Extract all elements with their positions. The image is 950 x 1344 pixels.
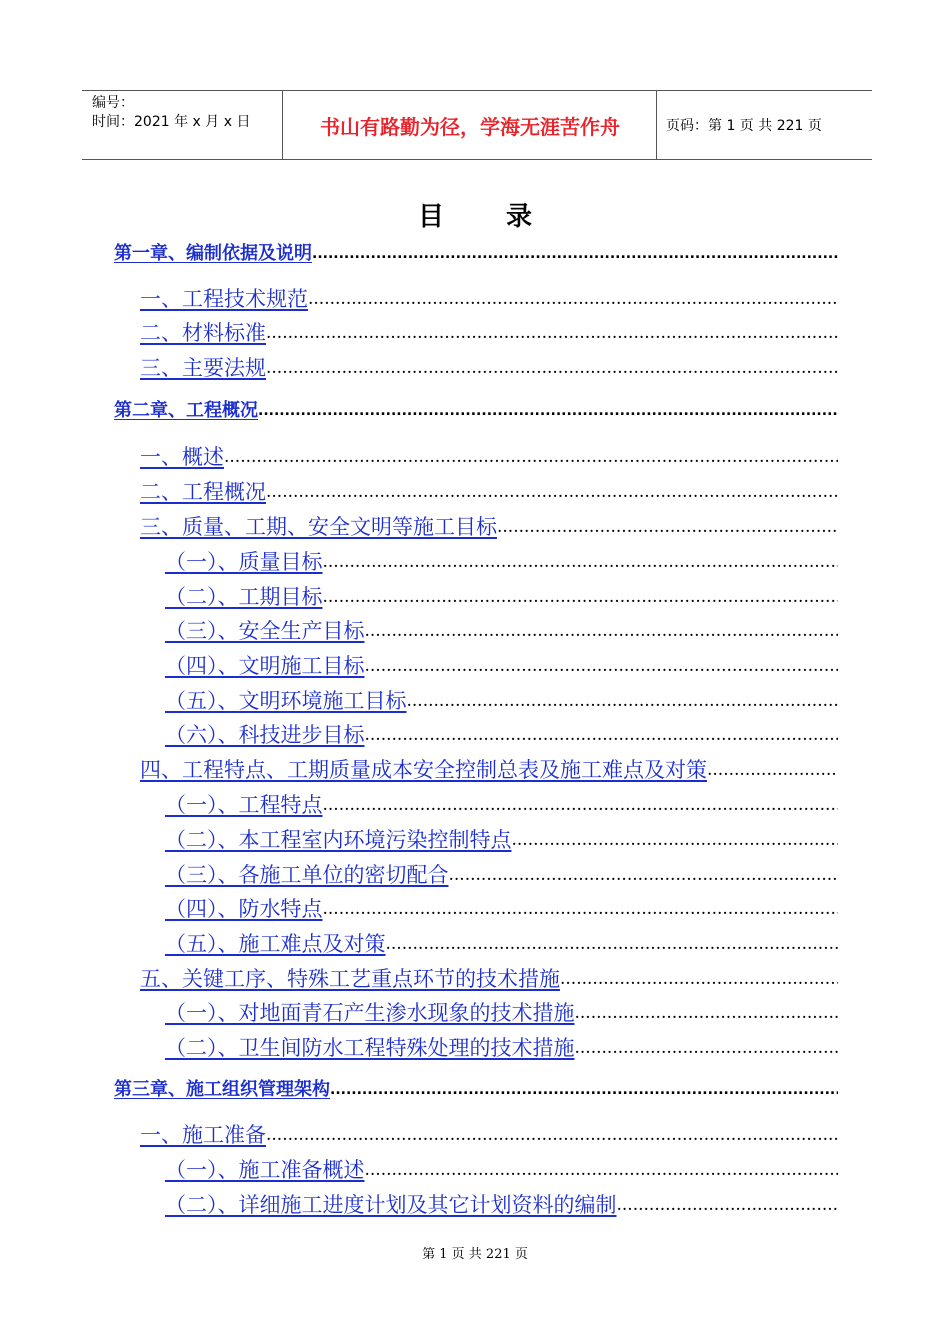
toc-link[interactable]: 四、工程特点、工期质量成本安全控制总表及施工难点及对策 (140, 758, 707, 782)
header-info-cell (82, 91, 282, 159)
toc-leader-dots (512, 825, 839, 855)
toc-leader-dots (266, 353, 838, 383)
toc-link[interactable]: 二、材料标准 (140, 321, 266, 345)
header-divider (656, 91, 657, 159)
header-motto: 书山有路勤为径，学海无涯苦作舟 (320, 114, 620, 139)
page-footer: 第 1 页 共 221 页 (422, 1247, 528, 1262)
toc-entry[interactable] (140, 353, 838, 383)
toc-title: 目录 (417, 202, 594, 232)
header-divider (282, 91, 283, 159)
toc-entry[interactable] (165, 651, 838, 681)
toc-link[interactable]: 第二章、工程概况 (114, 400, 258, 421)
toc-leader-dots (258, 398, 838, 424)
toc-leader-dots (323, 547, 839, 577)
toc-entry[interactable] (165, 616, 838, 646)
toc-link[interactable]: 三、主要法规 (140, 356, 266, 380)
header-table (82, 90, 872, 160)
toc-leader-dots (330, 1077, 838, 1103)
toc-link[interactable]: （一）、对地面青石产生渗水现象的技术措施 (165, 1001, 575, 1025)
toc-leader-dots (323, 582, 839, 612)
toc-link[interactable]: （六）、科技进步目标 (165, 723, 365, 747)
toc-entry[interactable] (140, 318, 838, 348)
toc-entry[interactable] (140, 964, 838, 994)
toc-leader-dots (560, 964, 838, 994)
toc-entry[interactable] (165, 825, 838, 855)
toc-link[interactable]: 一、概述 (140, 445, 224, 469)
toc-link[interactable]: （二）、工期目标 (165, 585, 323, 609)
toc-link[interactable]: （三）、各施工单位的密切配合 (165, 863, 449, 887)
toc-link[interactable]: （二）、详细施工进度计划及其它计划资料的编制 (165, 1193, 617, 1217)
toc-leader-dots (449, 860, 839, 890)
toc-leader-dots (497, 512, 838, 542)
toc-link[interactable]: 第三章、施工组织管理架构 (114, 1079, 330, 1100)
toc-leader-dots (707, 755, 838, 785)
toc-link[interactable]: 五、关键工序、特殊工艺重点环节的技术措施 (140, 967, 560, 991)
toc-entry[interactable] (114, 398, 838, 424)
toc-link[interactable]: 第一章、编制依据及说明 (114, 243, 312, 264)
toc-entry[interactable] (140, 442, 838, 472)
toc-leader-dots (224, 442, 838, 472)
toc-link[interactable]: （二）、本工程室内环境污染控制特点 (165, 828, 512, 852)
toc-leader-dots (365, 1155, 839, 1185)
toc-link[interactable]: （三）、安全生产目标 (165, 619, 365, 643)
toc-entry[interactable] (165, 686, 838, 716)
toc-link[interactable]: （一）、工程特点 (165, 793, 323, 817)
toc-entry[interactable] (114, 241, 838, 267)
toc-leader-dots (266, 1120, 838, 1150)
toc-leader-dots (575, 998, 839, 1028)
toc-leader-dots (365, 720, 839, 750)
toc-link[interactable]: 三、质量、工期、安全文明等施工目标 (140, 515, 497, 539)
toc-entry[interactable] (165, 547, 838, 577)
toc-link[interactable]: （四）、文明施工目标 (165, 654, 365, 678)
toc-entry[interactable] (165, 790, 838, 820)
toc-leader-dots (323, 790, 839, 820)
toc-entry[interactable] (165, 860, 838, 890)
toc-link[interactable]: 一、工程技术规范 (140, 287, 308, 311)
toc-leader-dots (617, 1190, 839, 1220)
toc-leader-dots (407, 686, 839, 716)
toc-entry[interactable] (140, 284, 838, 314)
toc-leader-dots (575, 1033, 839, 1063)
toc-entry[interactable] (140, 477, 838, 507)
toc-entry[interactable] (165, 1190, 838, 1220)
toc-entry[interactable] (165, 582, 838, 612)
toc-entry[interactable] (140, 512, 838, 542)
toc-entry[interactable] (165, 720, 838, 750)
date-label: 时间：2021 年 x 月 x 日 (92, 114, 251, 130)
toc-leader-dots (365, 616, 839, 646)
toc-entry[interactable] (140, 1120, 838, 1150)
toc-entry[interactable] (140, 755, 838, 785)
header-page-info: 页码：第 1 页 共 221 页 (666, 118, 822, 134)
toc-entry[interactable] (165, 929, 838, 959)
toc-link[interactable]: （一）、施工准备概述 (165, 1158, 365, 1182)
toc-leader-dots (323, 894, 839, 924)
toc-link[interactable]: （五）、施工难点及对策 (165, 932, 386, 956)
toc-leader-dots (386, 929, 839, 959)
toc-entry[interactable] (114, 1077, 838, 1103)
toc-leader-dots (266, 477, 838, 507)
toc-entry[interactable] (165, 1155, 838, 1185)
toc-entry[interactable] (165, 998, 838, 1028)
toc-link[interactable]: （一）、质量目标 (165, 550, 323, 574)
toc-entry[interactable] (165, 1033, 838, 1063)
toc-link[interactable]: （二）、卫生间防水工程特殊处理的技术措施 (165, 1036, 575, 1060)
toc-link[interactable]: （四）、防水特点 (165, 897, 323, 921)
toc-link[interactable]: 一、施工准备 (140, 1123, 266, 1147)
toc-link[interactable]: 二、工程概况 (140, 480, 266, 504)
toc-leader-dots (266, 318, 838, 348)
toc-leader-dots (365, 651, 839, 681)
toc-leader-dots (312, 241, 838, 267)
toc-entry[interactable] (165, 894, 838, 924)
number-label: 编号： (92, 95, 134, 111)
toc-link[interactable]: （五）、文明环境施工目标 (165, 689, 407, 713)
toc-leader-dots (308, 284, 838, 314)
